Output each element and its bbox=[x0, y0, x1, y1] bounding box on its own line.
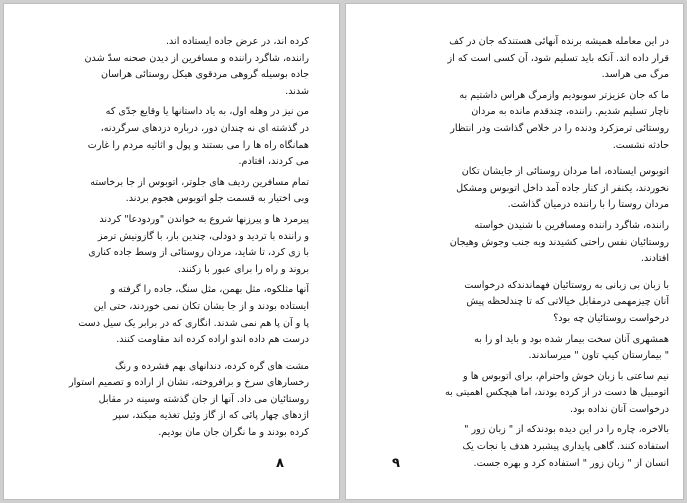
text-line: اتوبوس ایستاده، اما مردان روستائی از جایشان تکان bbox=[461, 166, 669, 178]
left-page bbox=[4, 4, 339, 499]
text-line: " بیمارستان کیپ تاون " میرساندند. bbox=[528, 350, 669, 362]
left-page-text bbox=[26, 34, 309, 446]
text-line: ما که جان عزیزتر سوبودیم وازمرگ هراس داشتیم به bbox=[459, 89, 669, 101]
paragraph bbox=[386, 218, 669, 268]
text-line: استفاده کنند. گاهی پایداری پیشبرد هدف یا نجات یک bbox=[462, 441, 669, 453]
text-line: با زی کرد، تا شاید، مردان روستائی از وسط جاده کناری bbox=[88, 247, 309, 259]
paragraph bbox=[386, 278, 669, 328]
right-page-number: ۹ bbox=[392, 456, 400, 471]
text-line: همانگاه راه ها را می بستند و پول و اثاثیه مردم را غارت bbox=[87, 139, 309, 151]
text-line: افتادند. bbox=[640, 253, 669, 265]
text-line: پا و آن پا هم نمی شدند. انگاری که در برابر یک سیل دست bbox=[78, 317, 309, 329]
paragraph bbox=[386, 369, 669, 419]
text-line: حادثه نشست. bbox=[612, 139, 669, 151]
text-line: در این معامله همیشه برنده آنهائی هستندکه جان در کف bbox=[449, 36, 669, 47]
paragraph bbox=[386, 332, 669, 365]
text-line: بروند و راه را برای عبور با زکنند. bbox=[178, 263, 309, 275]
text-line: اتومبیل ها دست در از کرده بودند، اما هیچکس اهمیتی به bbox=[444, 387, 669, 399]
paragraph bbox=[26, 175, 309, 208]
paragraph bbox=[26, 104, 309, 170]
text-line: روستائی ترمزکرد ودنده را در خلاص گذاشت ودر انتظار bbox=[450, 122, 669, 134]
text-line: راننده، شاگرد راننده و مسافرین از دیدن صحنه سدّ شدن bbox=[84, 52, 309, 64]
left-page-number: ۸ bbox=[276, 456, 284, 471]
text-line: مرگ می هراسد. bbox=[601, 69, 669, 81]
text-line: درخواست آنان نداده بود. bbox=[570, 403, 669, 415]
text-line: در گذشته ای نه چندان دور، درباره دزدهای سرگردنه، bbox=[100, 122, 309, 134]
text-line: شدند. bbox=[285, 85, 309, 97]
text-line: روستائیان نفس راحتی کشیدند وبه جنب وجوش وهیجان bbox=[449, 236, 669, 248]
text-line: کرده اند، در عرض جاده ایستاده اند. bbox=[165, 36, 309, 47]
paragraph bbox=[26, 34, 309, 100]
paragraph bbox=[386, 34, 669, 84]
text-line: نخوردند، یکنفر از کنار جاده آمد داخل اتوبوس ومشکل bbox=[456, 182, 669, 194]
text-line: پیرمرد ها و پیرزنها شروع به خواندن "وردودعا" کردند bbox=[99, 213, 309, 225]
text-line: اژدهای چهار پائی که از گاز وئیل تغذیه میکند، سپر bbox=[112, 410, 309, 422]
text-line: من نیز در وهله اول، به یاد داستانها یا وقایع جدّی که bbox=[105, 106, 309, 118]
text-line: بالاخره، چاره را در این دیده بودندکه از " زبان زور " bbox=[464, 424, 669, 436]
text-line: درخواست روستائیان چه بود؟ bbox=[553, 312, 669, 324]
text-line: ناچار تسلیم شدیم. راننده، چندقدم مانده به مردان bbox=[471, 106, 669, 118]
text-line: ایستاده بودند و از جا یشان تکان نمی خوردند، حتی این bbox=[93, 300, 309, 312]
text-line: مردان روستا را با راننده درمیان گذاشت. bbox=[507, 199, 669, 211]
right-page-text bbox=[386, 34, 669, 476]
text-line: مشت های گره کرده، دندانهای بهم فشرده و رنگ bbox=[114, 360, 309, 372]
text-line: رخسارهای سرخ و برافروخته، نشان از اراده و تصمیم استوار bbox=[68, 377, 309, 389]
text-line: انسان از " زبان زور " استفاده کرد و بهره جست. bbox=[473, 457, 669, 469]
text-line: وبی اختیار به قسمت جلو اتوبوس هجوم بردند. bbox=[125, 193, 309, 205]
paragraph bbox=[386, 422, 669, 472]
text-line: تمام مسافرین ردیف های جلوتر، اتوبوس از جا برخاسته bbox=[90, 176, 309, 188]
text-line: کرده بودند و ما نگران جان مان بودیم. bbox=[158, 427, 309, 439]
text-line: قرار داده اند. آنکه باید تسلیم شود، آن کسی است که از bbox=[447, 52, 669, 64]
text-line: آنان چیزمهمی درمقابل خیالاتی که تا چندلحظه پیش bbox=[466, 296, 669, 308]
paragraph bbox=[26, 282, 309, 348]
paragraph bbox=[26, 212, 309, 278]
paragraph bbox=[26, 359, 309, 442]
text-line: روستائیان می داد. آنها از جان گذشته وسینه در مقابل bbox=[98, 393, 309, 405]
paragraph bbox=[386, 164, 669, 214]
text-line: درست هم داده اندو اراده کرده اند مقاومت کنند. bbox=[116, 334, 309, 346]
text-line: آنها مثلکوه، مثل بهمن، مثل سنگ، جاده را گرفته و bbox=[110, 284, 309, 296]
right-page bbox=[346, 4, 683, 499]
text-line: و راننده با تردید و دودلی، چندین بار، با گازونیش ترمز bbox=[97, 230, 309, 242]
text-line: جاده بوسیله گروهی مردقوی هیکل روستائی هراسان bbox=[101, 69, 309, 81]
text-line: همشهری آنان سخت بیمار شده بود و باید او را به bbox=[474, 333, 669, 345]
text-line: راننده، شاگرد راننده ومسافرین با شنیدن خواسته bbox=[474, 219, 669, 231]
paragraph bbox=[386, 88, 669, 154]
text-line: با زبان بی زبانی به روستائیان فهماندندکه درخواست bbox=[464, 279, 669, 291]
text-line: می کردند، افتادم. bbox=[238, 156, 309, 168]
text-line: نیم ساعتی با زبان خوش واحترام، برای اتوبوس ها و bbox=[463, 370, 669, 382]
